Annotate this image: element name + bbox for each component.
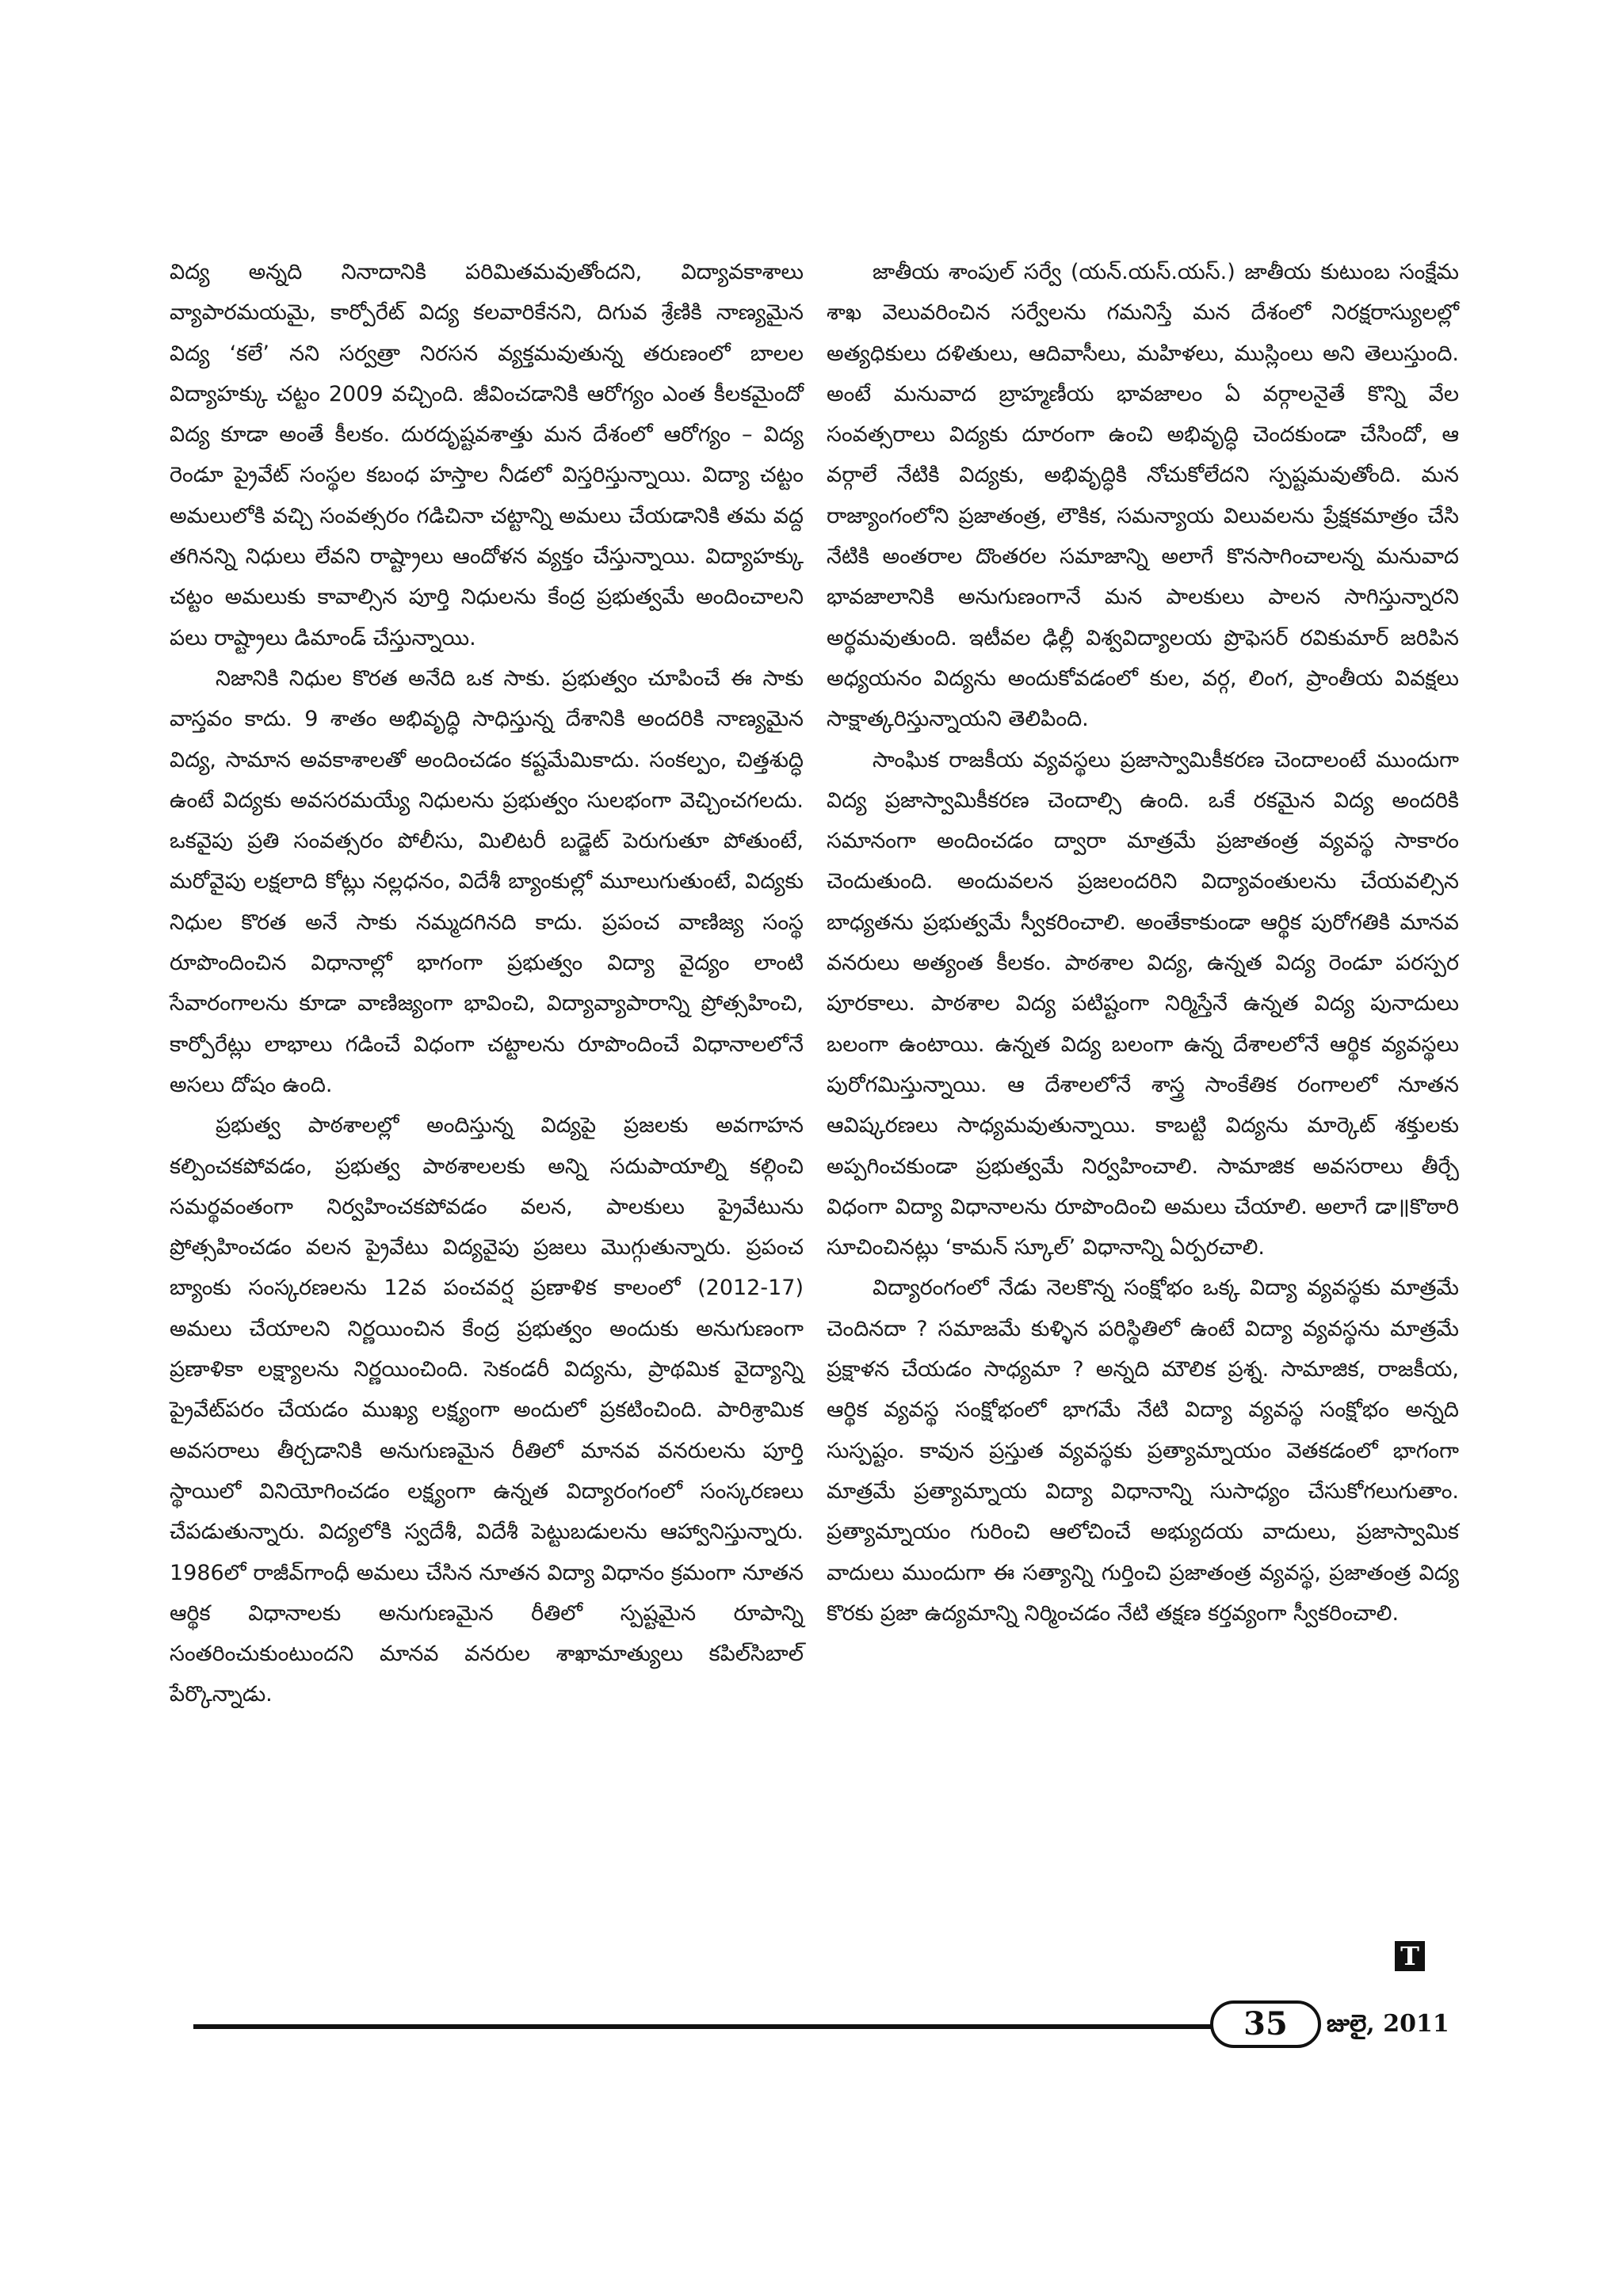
paragraph: విద్య అన్నది నినాదానికి పరిమితమవుతోందని, విద్యావకాశాలు వ్యాపారమయమై, కార్పోరేట్‌ విద్య కలవారికేనని, దిగువ శ్రేణికి నాణ్యమైన విద్య ‘కలే’ నని సర్వత్రా నిరసన వ్యక్తమవుతున్న తరుణంలో బాలల విద్యాహక్కు చట్టం 2009 వచ్చింది. జీవించడానికి ఆరోగ్యం ఎంత కీలకమైందో విద్య కూడా అంతే కీలకం. దురదృష్టవశాత్తు మన దేశంలో ఆరోగ్యం – విద్య రెండూ ప్రైవేట్‌ సంస్థల కబంధ హస్తాల నీడలో విస్తరిస్తున్నాయి. విద్యా చట్టం అమలులోకి వచ్చి సంవత్సరం గడిచినా చట్టాన్ని అమలు చేయడానికి తమ వద్ద తగినన్ని నిధులు లేవని రాష్ట్రాలు ఆందోళన వ్యక్తం చేస్తున్నాయి. విద్యాహక్కు చట్టం అమలుకు కావాల్సిన పూర్తి నిధులను కేంద్ర ప్రభుత్వమే అందించాలని పలు రాష్ట్రాలు డిమాండ్‌ చేస్తున్నాయి. bbox=[170, 260, 804, 650]
article-column-left bbox=[170, 252, 804, 1715]
paragraph: సాంఘిక రాజకీయ వ్యవస్థలు ప్రజాస్వామికీకరణ చెందాలంటే ముందుగా విద్య ప్రజాస్వామికీకరణ చెందాల్సి ఉంది. ఒకే రకమైన విద్య అందరికి సమానంగా అందించడం ద్వారా మాత్రమే ప్రజాతంత్ర వ్యవస్థ సాకారం చెందుతుంది. అందువలన ప్రజలందరిని విద్యావంతులను చేయవల్సిన బాధ్యతను ప్రభుత్వమే స్వీకరించాలి. అంతేకాకుండా ఆర్థిక పురోగతికి మానవ వనరులు అత్యంత కీలకం. పాఠశాల విద్య, ఉన్నత విద్య రెండూ పరస్పర పూరకాలు. పాఠశాల విద్య పటిష్టంగా నిర్మిస్తేనే ఉన్నత విద్య పునాదులు బలంగా ఉంటాయి. ఉన్నత విద్య బలంగా ఉన్న దేశాలలోనే ఆర్థిక వ్యవస్థలు పురోగమిస్తున్నాయి. ఆ దేశాలలోనే శాస్త్ర సాంకేతిక రంగాలలో నూతన ఆవిష్కరణలు సాధ్యమవుతున్నాయి. కాబట్టి విద్యను మార్కెట్‌ శక్తులకు అప్పగించకుండా ప్రభుత్వమే నిర్వహించాలి. సామాజిక అవసరాలు తీర్చే విధంగా విద్యా విధానాలను రూపొందించి అమలు చేయాలి. అలాగే డా॥కొఠారి సూచించినట్లు ‘కామన్‌ స్కూల్‌’ విధానాన్ని ఏర్పరచాలి. bbox=[827, 747, 1459, 1261]
page-number-badge: 35 bbox=[1210, 2000, 1321, 2048]
paragraph: ప్రభుత్వ పాఠశాలల్లో అందిస్తున్న విద్యపై ప్రజలకు అవగాహన కల్పించకపోవడం, ప్రభుత్వ పాఠశాలలకు అన్ని సదుపాయాల్ని కల్గించి సమర్థవంతంగా నిర్వహించకపోవడం వలన, పాలకులు ప్రైవేటును ప్రోత్సహించడం వలన ప్రైవేటు విద్యవైపు ప్రజలు మొగ్గుతున్నారు. ప్రపంచ బ్యాంకు సంస్కరణలను 12వ పంచవర్ష ప్రణాళిక కాలంలో (2012-17) అమలు చేయాలని నిర్ణయించిన కేంద్ర ప్రభుత్వం అందుకు అనుగుణంగా ప్రణాళికా లక్ష్యాలను నిర్ణయించింది. సెకండరీ విద్యను, ప్రాథమిక వైద్యాన్ని ప్రైవేట్‌పరం చేయడం ముఖ్య లక్ష్యంగా అందులో ప్రకటించింది. పారిశ్రామిక అవసరాలు తీర్చడానికి అనుగుణమైన రీతిలో మానవ వనరులను పూర్తి స్థాయిలో వినియోగించడం లక్ష్యంగా ఉన్నత విద్యారంగంలో సంస్కరణలు చేపడుతున్నారు. విద్యలోకి స్వదేశీ, విదేశీ పెట్టుబడులను ఆహ్వానిస్తున్నారు. 1986లో రాజీవ్‌గాంధీ అమలు చేసిన నూతన విద్యా విధానం క్రమంగా నూతన ఆర్థిక విధానాలకు అనుగుణమైన రీతిలో స్పష్టమైన రూపాన్ని సంతరించుకుంటుందని మానవ వనరుల శాఖామాత్యులు కపిల్‌సిబాల్‌ పేర్కొన్నాడు. bbox=[170, 1113, 804, 1707]
paragraph: నిజానికి నిధుల కొరత అనేది ఒక సాకు. ప్రభుత్వం చూపించే ఈ సాకు వాస్తవం కాదు. 9 శాతం అభివృద్ధి సాధిస్తున్న దేశానికి అందరికి నాణ్యమైన విద్య, సామాన అవకాశాలతో అందించడం కష్టమేమికాదు. సంకల్పం, చిత్తశుద్ధి ఉంటే విద్యకు అవసరమయ్యే నిధులను ప్రభుత్వం సులభంగా వెచ్చించగలదు. ఒకవైపు ప్రతి సంవత్సరం పోలీసు, మిలిటరీ బడ్జెట్‌ పెరుగుతూ పోతుంటే, మరోవైపు లక్షలాది కోట్లు నల్లధనం, విదేశీ బ్యాంకుల్లో మూలుగుతుంటే, విద్యకు నిధుల కొరత అనే సాకు నమ్మదగినది కాదు. ప్రపంచ వాణిజ్య సంస్థ రూపొందించిన విధానాల్లో భాగంగా ప్రభుత్వం విద్యా వైద్యం లాంటి సేవారంగాలను కూడా వాణిజ్యంగా భావించి, విద్యావ్యాపారాన్ని ప్రోత్సహించి, కార్పోరేట్లు లాభాలు గడించే విధంగా చట్టాలను రూపొందించే విధానాలలోనే అసలు దోషం ఉంది. bbox=[170, 666, 804, 1097]
paragraph: విద్యారంగంలో నేడు నెలకొన్న సంక్షోభం ఒక్క విద్యా వ్యవస్థకు మాత్రమే చెందినదా ? సమాజమే కుళ్ళిన పరిస్థితిలో ఉంటే విద్యా వ్యవస్థను మాత్రమే ప్రక్షాళన చేయడం సాధ్యమా ? అన్నది మౌలిక ప్రశ్న. సామాజిక, రాజకీయ, ఆర్థిక వ్యవస్థ సంక్షోభంలో భాగమే నేటి విద్యా వ్యవస్థ సంక్షోభం అన్నది సుస్పష్టం. కావున ప్రస్తుత వ్యవస్థకు ప్రత్యామ్నాయం వెతకడంలో భాగంగా మాత్రమే ప్రత్యామ్నాయ విద్యా విధానాన్ని సుసాధ్యం చేసుకోగలుగుతాం. ప్రత్యామ్నాయం గురించి ఆలోచించే అభ్యుదయ వాదులు, ప్రజాస్వామిక వాదులు ముందుగా ఈ సత్యాన్ని గుర్తించి ప్రజాతంత్ర వ్యవస్థ, ప్రజాతంత్ర విద్య కొరకు ప్రజా ఉద్యమాన్ని నిర్మించడం నేటి తక్షణ కర్తవ్యంగా స్వీకరించాలి. bbox=[827, 1276, 1459, 1626]
article-end-mark: T bbox=[1395, 1941, 1425, 1971]
paragraph: జాతీయ శాంపుల్‌ సర్వే (యన్‌.యస్‌.యస్‌.) జాతీయ కుటుంబ సంక్షేమ శాఖ వెలువరించిన సర్వేలను గమనిస్తే మన దేశంలో నిరక్షరాస్యులల్లో అత్యధికులు దళితులు, ఆదివాసీలు, మహిళలు, ముస్లింలు అని తెలుస్తుంది. అంటే మనువాద బ్రాహ్మణీయ భావజాలం ఏ వర్గాలనైతే కొన్ని వేల సంవత్సరాలు విద్యకు దూరంగా ఉంచి అభివృద్ధి చెందకుండా చేసిందో, ఆ వర్గాలే నేటికి విద్యకు, అభివృద్ధికి నోచుకోలేదని స్పష్టమవుతోంది. మన రాజ్యాంగంలోని ప్రజాతంత్ర, లౌకిక, సమన్యాయ విలువలను ప్రేక్షకమాత్రం చేసి నేటికి అంతరాల దొంతరల సమాజాన్ని అలాగే కొనసాగించాలన్న మనువాద భావజాలానికి అనుగుణంగానే మన పాలకులు పాలన సాగిస్తున్నారని అర్థమవుతుంది. ఇటీవల ఢిల్లీ విశ్వవిద్యాలయ ప్రొఫెసర్‌ రవికుమార్‌ జరిపిన అధ్యయనం విద్యను అందుకోవడంలో కుల, వర్గ, లింగ, ప్రాంతీయ వివక్షలు సాక్షాత్కరిస్తున్నాయని తెలిపింది. bbox=[827, 260, 1459, 732]
footer-divider bbox=[193, 2024, 1220, 2029]
article-column-right bbox=[827, 252, 1459, 1634]
issue-date: జులై, 2011 bbox=[1327, 2010, 1449, 2038]
